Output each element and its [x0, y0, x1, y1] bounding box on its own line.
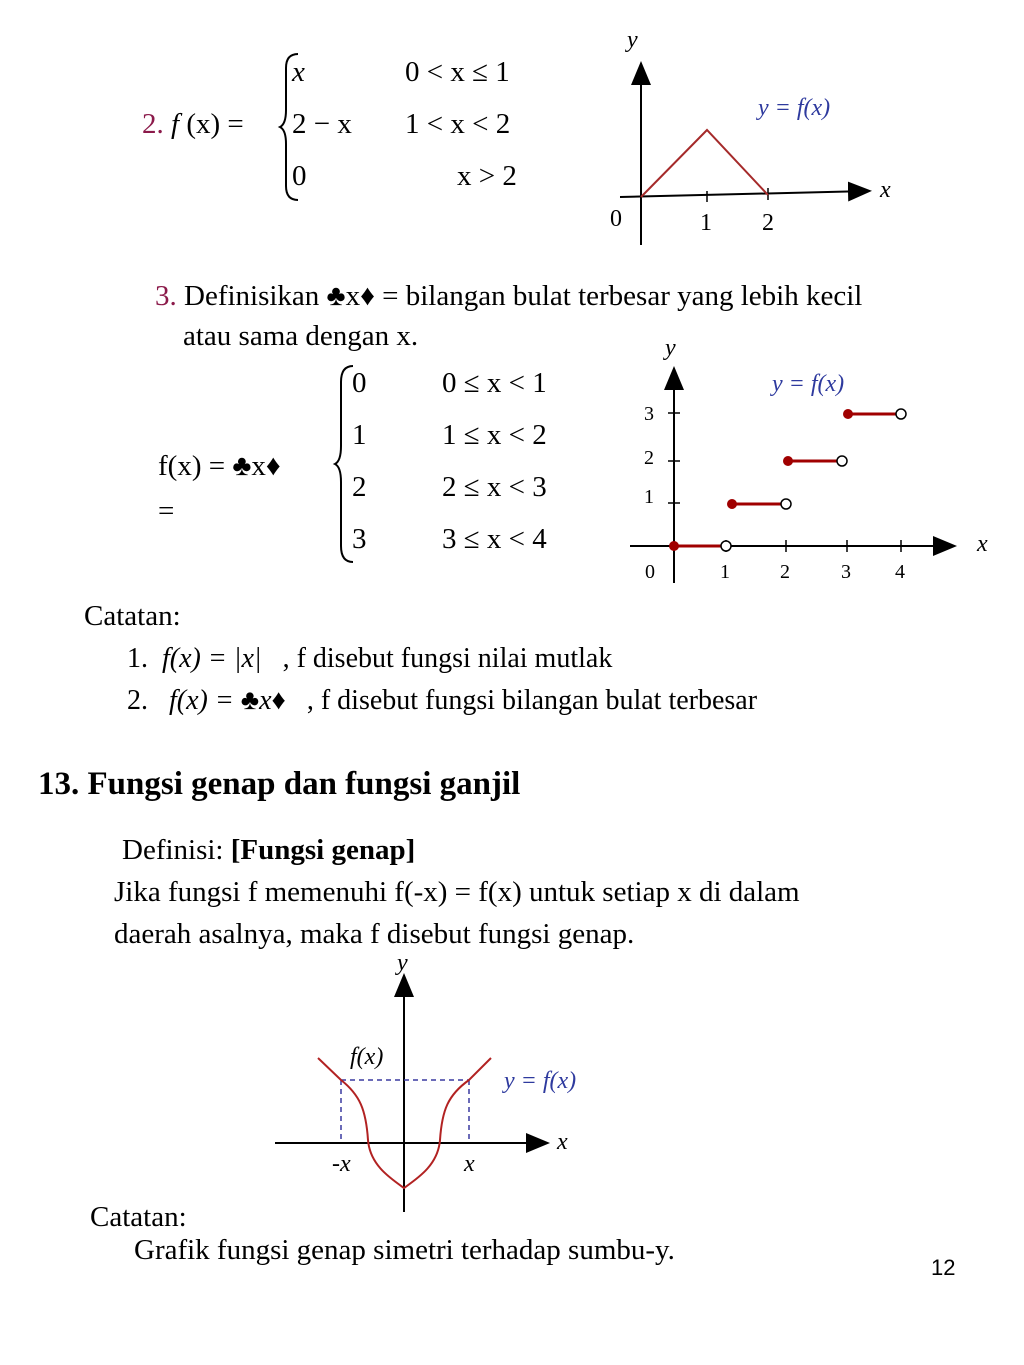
item3-lhs-1: f(x) = ♣x♦	[158, 450, 281, 482]
item2-tick-2: 2	[762, 210, 774, 236]
item3-definition-2: atau sama dengan x.	[183, 320, 419, 352]
step-1-open-dot	[781, 499, 791, 509]
item2-origin-label: 0	[610, 206, 622, 232]
item3-xtick-4: 4	[895, 561, 905, 583]
item3-y-label: y	[665, 335, 676, 361]
catatan1-item-1-number: 1.	[127, 643, 148, 674]
section13-def-line2: daerah asalnya, maka f disebut fungsi genap.	[114, 918, 635, 950]
step-3-open-dot	[896, 409, 906, 419]
item2-case-cond-3: x > 2	[457, 160, 517, 192]
item3-curve-label: y = f(x)	[772, 371, 845, 397]
item2-curve-label: y = f(x)	[758, 95, 831, 121]
item3-xtick-1: 1	[720, 561, 730, 583]
item2-case-expr-1: x	[292, 56, 305, 88]
catatan1-item-2	[127, 685, 757, 717]
item3-definition-1: Definisikan ♣x♦ = bilangan bulat terbesar yang lebih kecil	[184, 280, 863, 312]
item3-x-label: x	[977, 531, 988, 557]
catatan1-item-2-text: , f disebut fungsi bilangan bulat terbesar	[306, 685, 758, 716]
item2-y-label: y	[627, 27, 638, 53]
item3-case-cond-1: 0 ≤ x < 1	[442, 367, 547, 399]
item3-case-expr-4: 3	[352, 523, 367, 555]
section13-fx-label: f(x)	[350, 1044, 384, 1070]
item3-xtick-3: 3	[841, 561, 851, 583]
step-1-closed-dot	[727, 499, 737, 509]
item3-origin-label: 0	[645, 561, 655, 583]
item3-graph	[620, 335, 1000, 595]
item2-fname: f	[171, 108, 180, 140]
step-0-closed-dot	[669, 541, 679, 551]
section13-x-label: x	[557, 1129, 568, 1155]
item3-case-expr-1: 0	[352, 367, 367, 399]
item2-x-axis	[620, 191, 868, 197]
catatan1-item-2-formula: f(x) = ♣x♦	[169, 685, 286, 716]
section13-curve-label: y = f(x)	[504, 1068, 577, 1094]
section13-neg-x-label: -x	[332, 1151, 351, 1177]
item2-tick-1: 1	[700, 210, 712, 236]
section13-def-title: [Fungsi genap]	[230, 834, 416, 866]
section13-def-line1: Jika fungsi f memenuhi f(-x) = f(x) untuk setiap x di dalam	[114, 876, 800, 908]
step-2-open-dot	[837, 456, 847, 466]
item3-ytick-1: 1	[644, 486, 654, 508]
item2-number: 2.	[142, 108, 164, 140]
item2-graph	[600, 25, 920, 255]
item3-case-expr-2: 1	[352, 419, 367, 451]
item2-case-cond-1: 0 < x ≤ 1	[405, 56, 510, 88]
catatan2-text: Grafik fungsi genap simetri terhadap sumbu-y.	[134, 1234, 675, 1266]
catatan1-item-1-formula: f(x) = |x|	[162, 643, 262, 674]
step-3-closed-dot	[843, 409, 853, 419]
step-2-closed-dot	[783, 456, 793, 466]
step-0-open-dot	[721, 541, 731, 551]
item3-steps	[674, 414, 901, 546]
page-number: 12	[931, 1255, 956, 1280]
item3-case-cond-3: 2 ≤ x < 3	[442, 471, 547, 503]
item3-lhs-2: =	[158, 495, 175, 527]
item3-case-expr-3: 2	[352, 471, 367, 503]
catatan1-heading: Catatan:	[84, 600, 181, 632]
item3-ytick-2: 2	[644, 447, 654, 469]
item3-ytick-3: 3	[644, 403, 654, 425]
item3-def-line1	[155, 279, 862, 313]
item3-case-cond-4: 3 ≤ x < 4	[442, 523, 547, 555]
item2-curve	[641, 130, 768, 197]
catatan1-item-1-text: , f disebut fungsi nilai mutlak	[282, 643, 613, 674]
item3-case-cond-2: 1 ≤ x < 2	[442, 419, 547, 451]
catatan1-item-2-number: 2.	[127, 685, 148, 716]
section13-pos-x-label: x	[464, 1151, 475, 1177]
catatan1-item-1	[127, 643, 612, 675]
item2-case-expr-3: 0	[292, 160, 307, 192]
section13-y-label: y	[397, 950, 408, 976]
item3-xtick-2: 2	[780, 561, 790, 583]
item2-x-label: x	[880, 177, 891, 203]
item2-case-expr-2: 2 − x	[292, 108, 352, 140]
section13-def	[122, 833, 415, 867]
item3-number: 3.	[155, 280, 177, 312]
catatan2-heading: Catatan:	[90, 1201, 187, 1233]
item2-lhs	[142, 107, 244, 141]
item2-case-cond-2: 1 < x < 2	[405, 108, 511, 140]
section13-heading: 13. Fungsi genap dan fungsi ganjil	[38, 766, 521, 802]
section13-graph	[270, 950, 620, 1220]
item2-lhs-rest: (x) =	[186, 108, 244, 140]
section13-def-label: Definisi:	[122, 834, 224, 866]
